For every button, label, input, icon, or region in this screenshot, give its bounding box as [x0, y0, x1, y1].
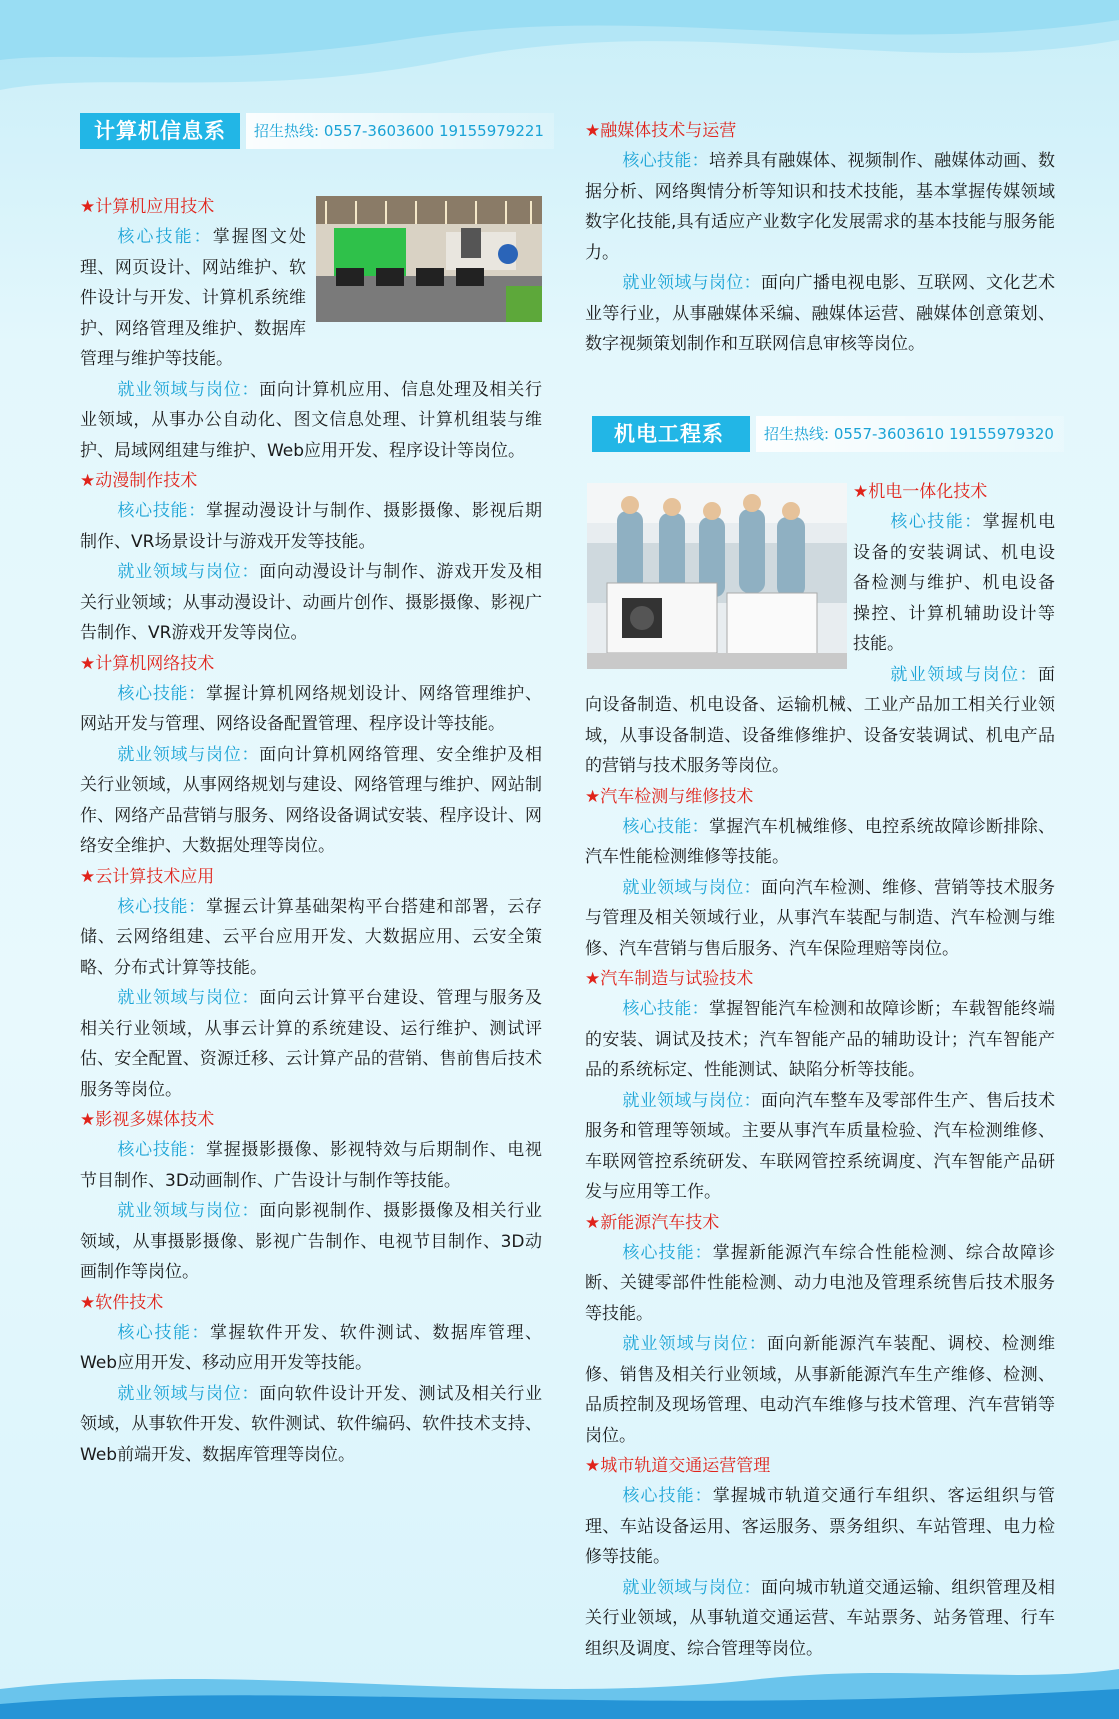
- core-skills-text: 掌握动漫设计与制作、摄影摄像、影视后期制作、VR场景设计与游戏开发等技能。: [80, 501, 543, 552]
- program-name: ★计算机应用技术: [80, 197, 215, 217]
- program-name: ★计算机网络技术: [80, 653, 215, 674]
- program-title: [585, 964, 1055, 994]
- core-skills-paragraph: [585, 812, 1055, 873]
- core-skills-label: 核心技能：: [622, 999, 709, 1019]
- core-skills-paragraph: [80, 1318, 542, 1379]
- job-label: 就业领域与岗位：: [117, 562, 260, 582]
- program-name: ★城市轨道交通运营管理: [585, 1456, 771, 1476]
- dept-title: 计算机信息系: [80, 113, 240, 149]
- job-text: 面向动漫设计与制作、游戏开发及相关行业领域；从事动漫设计、动画片创作、摄影摄像、影视广告制作、VR游戏开发等岗位。: [80, 562, 543, 643]
- core-skills-label: 核心技能：: [117, 1322, 211, 1343]
- program-title: [585, 782, 1055, 812]
- job-text: 面向设备制造、机电设备、运输机械、工业产品加工相关行业领域，从事设备制造、设备维修维护、设备安装调试、机电产品的营销与技术服务等岗位。: [585, 664, 1055, 776]
- left-column-final: [80, 192, 542, 1470]
- core-skills-label: 核心技能：: [117, 896, 207, 917]
- core-skills-paragraph: [80, 1135, 542, 1196]
- job-text: 面向城市轨道交通运输、组织管理及相关行业领域，从事轨道交通运营、车站票务、站务管理、行车组织及调度、综合管理等岗位。: [585, 1577, 1056, 1659]
- dept-title-bar: [742, 416, 750, 452]
- left-dept-header: [80, 113, 550, 149]
- job-label: 就业领域与岗位：: [117, 1383, 260, 1404]
- job-text: 面向汽车检测、维修、营销等技术服务与管理及相关领域行业，从事汽车装配与制造、汽车检测与维修、汽车营销与售后服务、汽车保险理赔等岗位。: [585, 877, 1056, 959]
- dept-hotline: 招生热线: 0557-3603600 19155979221: [246, 113, 554, 149]
- core-skills-text: 掌握计算机网络规划设计、网络管理维护、网站开发与管理、网络设备配置管理、程序设计等技能。: [80, 683, 543, 734]
- core-skills-text: 掌握机电设备的安装调试、机电设备检测与维护、机电设备操控、计算机辅助设计等技能。: [853, 512, 1056, 654]
- core-skills-text: 掌握摄影摄像、影视特效与后期制作、电视节目制作、3D动画制作、广告设计与制作等技能。: [80, 1140, 543, 1191]
- job-label: 就业领域与岗位：: [117, 744, 260, 765]
- job-paragraph: [585, 1086, 1055, 1208]
- program-title: [585, 116, 1055, 146]
- program-name: ★云计算技术应用: [80, 866, 215, 887]
- core-skills-paragraph: [80, 496, 542, 557]
- job-paragraph: [80, 983, 542, 1105]
- program-title: [80, 1288, 542, 1318]
- program-title: [80, 1105, 542, 1135]
- job-text: 面向计算机应用、信息处理及相关行业领域，从事办公自动化、图文信息处理、计算机组装与维护、局域网组建与维护、Web应用开发、程序设计等岗位。: [80, 379, 543, 461]
- core-skills-paragraph: [80, 892, 542, 984]
- job-paragraph: [80, 375, 542, 467]
- job-label: 就业领域与岗位：: [622, 1090, 761, 1111]
- job-label: 就业领域与岗位：: [622, 877, 761, 898]
- right-top-program: [585, 116, 1055, 360]
- job-paragraph: [80, 740, 542, 862]
- job-paragraph: [585, 1329, 1055, 1451]
- dept-hotline: 招生热线: 0557-3603610 19155979320: [756, 416, 1064, 452]
- core-skills-text: 掌握汽车机械维修、电控系统故障诊断排除、汽车性能检测维修等技能。: [585, 816, 1056, 867]
- core-skills-paragraph: [585, 146, 1055, 268]
- program-name: ★软件技术: [80, 1292, 164, 1313]
- top-wave-decoration: [0, 0, 1119, 120]
- program-name: ★动漫制作技术: [80, 471, 198, 491]
- program-name: ★新能源汽车技术: [585, 1212, 720, 1233]
- job-text: 面向影视制作、摄影摄像及相关行业领域，从事摄影摄像、影视广告制作、电视节目制作、3D动画制作等岗位。: [80, 1201, 543, 1282]
- job-label: 就业领域与岗位：: [117, 988, 260, 1008]
- job-paragraph: [585, 660, 1055, 782]
- core-skills-paragraph: [585, 1481, 1055, 1573]
- program-title: [585, 1208, 1055, 1238]
- job-label: 就业领域与岗位：: [117, 379, 260, 400]
- core-skills-label: 核心技能：: [117, 227, 213, 247]
- core-skills-label: 核心技能：: [117, 501, 207, 521]
- program-title: [80, 466, 542, 496]
- core-skills-text: 掌握图文处理、网页设计、网站维护、软件设计与开发、计算机系统维护、网络管理及维护、数据库管理与维护等技能。: [80, 227, 307, 369]
- job-text: 面向云计算平台建设、管理与服务及相关行业领域，从事云计算的系统建设、运行维护、测试评估、安全配置、资源迁移、云计算产品的营销、售前售后技术服务等岗位。: [80, 988, 543, 1100]
- job-label: 就业领域与岗位：: [117, 1201, 260, 1221]
- dept-title-bar: [232, 113, 240, 149]
- core-skills-label: 核心技能：: [117, 683, 207, 704]
- core-skills-paragraph: [80, 679, 542, 740]
- core-skills-text: 掌握新能源汽车综合性能检测、综合故障诊断、关键零部件性能检测、动力电池及管理系统售后技术服务等技能。: [585, 1242, 1056, 1324]
- core-skills-text: 培养具有融媒体、视频制作、融媒体动画、数据分析、网络舆情分析等知识和技术技能，基本掌握传媒领域数字化技能,具有适应产业数字化发展需求的基本技能与服务能力。: [585, 151, 1056, 263]
- job-paragraph: [80, 1379, 542, 1471]
- job-paragraph: [80, 557, 542, 649]
- core-skills-text: 掌握云计算基础架构平台搭建和部署，云存储、云网络组建、云平台应用开发、大数据应用、云安全策略、分布式计算等技能。: [80, 896, 543, 978]
- core-skills-text: 掌握智能汽车检测和故障诊断；车载智能终端的安装、调试及技术；汽车智能产品的辅助设计；汽车智能产品的系统标定、性能测试、缺陷分析等技能。: [585, 999, 1056, 1080]
- job-text: 面向软件设计开发、测试及相关行业领域，从事软件开发、软件测试、软件编码、软件技术支持、Web前端开发、数据库管理等岗位。: [80, 1383, 543, 1465]
- core-skills-text: 掌握城市轨道交通行车组织、客运组织与管理、车站设备运用、客运服务、票务组织、车站管理、电力检修等技能。: [585, 1486, 1056, 1567]
- program-title: [585, 1451, 1055, 1481]
- job-paragraph: [585, 268, 1055, 360]
- program-name: ★机电一体化技术: [853, 482, 988, 502]
- job-label: 就业领域与岗位：: [890, 664, 1038, 685]
- job-label: 就业领域与岗位：: [622, 1577, 761, 1598]
- core-skills-label: 核心技能：: [622, 816, 709, 837]
- program-name: ★影视多媒体技术: [80, 1110, 215, 1130]
- job-text: 面向汽车整车及零部件生产、售后技术服务和管理等领域。主要从事汽车质量检验、汽车检测维修、车联网管控系统研发、车联网管控系统调度、汽车智能产品研发与应用等工作。: [585, 1090, 1056, 1202]
- program-name: ★汽车检测与维修技术: [585, 786, 754, 807]
- job-label: 就业领域与岗位：: [622, 1334, 767, 1354]
- core-skills-paragraph: [585, 1238, 1055, 1330]
- photo-float-spacer: [306, 192, 542, 336]
- photo-float-spacer: [585, 477, 853, 673]
- program-title: [80, 649, 542, 679]
- right-column-final: [585, 477, 1055, 1664]
- program-title: [80, 862, 542, 892]
- job-text: 面向新能源汽车装配、调校、检测维修、销售及相关行业领域，从事新能源汽车生产维修、检测、品质控制及现场管理、电动汽车维修与技术管理、汽车营销等岗位。: [585, 1334, 1056, 1446]
- job-text: 面向广播电视电影、互联网、文化艺术业等行业，从事融媒体采编、融媒体运营、融媒体创意策划、数字视频策划制作和互联网信息审核等岗位。: [585, 273, 1056, 354]
- right-dept-header: [592, 416, 1062, 452]
- core-skills-text: 掌握软件开发、软件测试、数据库管理、Web应用开发、移动应用开发等技能。: [80, 1322, 543, 1373]
- core-skills-label: 核心技能：: [622, 151, 709, 171]
- job-text: 面向计算机网络管理、安全维护及相关行业领域，从事网络规划与建设、网络管理与维护、网站制作、网络产品营销与服务、网络设备调试安装、程序设计、网络安全维护、大数据处理等岗位。: [80, 744, 543, 856]
- core-skills-label: 核心技能：: [117, 1140, 207, 1160]
- dept-title: 机电工程系: [592, 416, 746, 452]
- program-name: ★汽车制造与试验技术: [585, 969, 754, 989]
- core-skills-paragraph: [585, 994, 1055, 1086]
- core-skills-label: 核心技能：: [622, 1242, 713, 1263]
- core-skills-label: 核心技能：: [622, 1486, 713, 1506]
- job-paragraph: [585, 1573, 1055, 1665]
- job-paragraph: [80, 1196, 542, 1288]
- core-skills-label: 核心技能：: [890, 512, 983, 532]
- job-label: 就业领域与岗位：: [622, 273, 761, 293]
- program-name: ★融媒体技术与运营: [585, 121, 737, 141]
- job-paragraph: [585, 873, 1055, 965]
